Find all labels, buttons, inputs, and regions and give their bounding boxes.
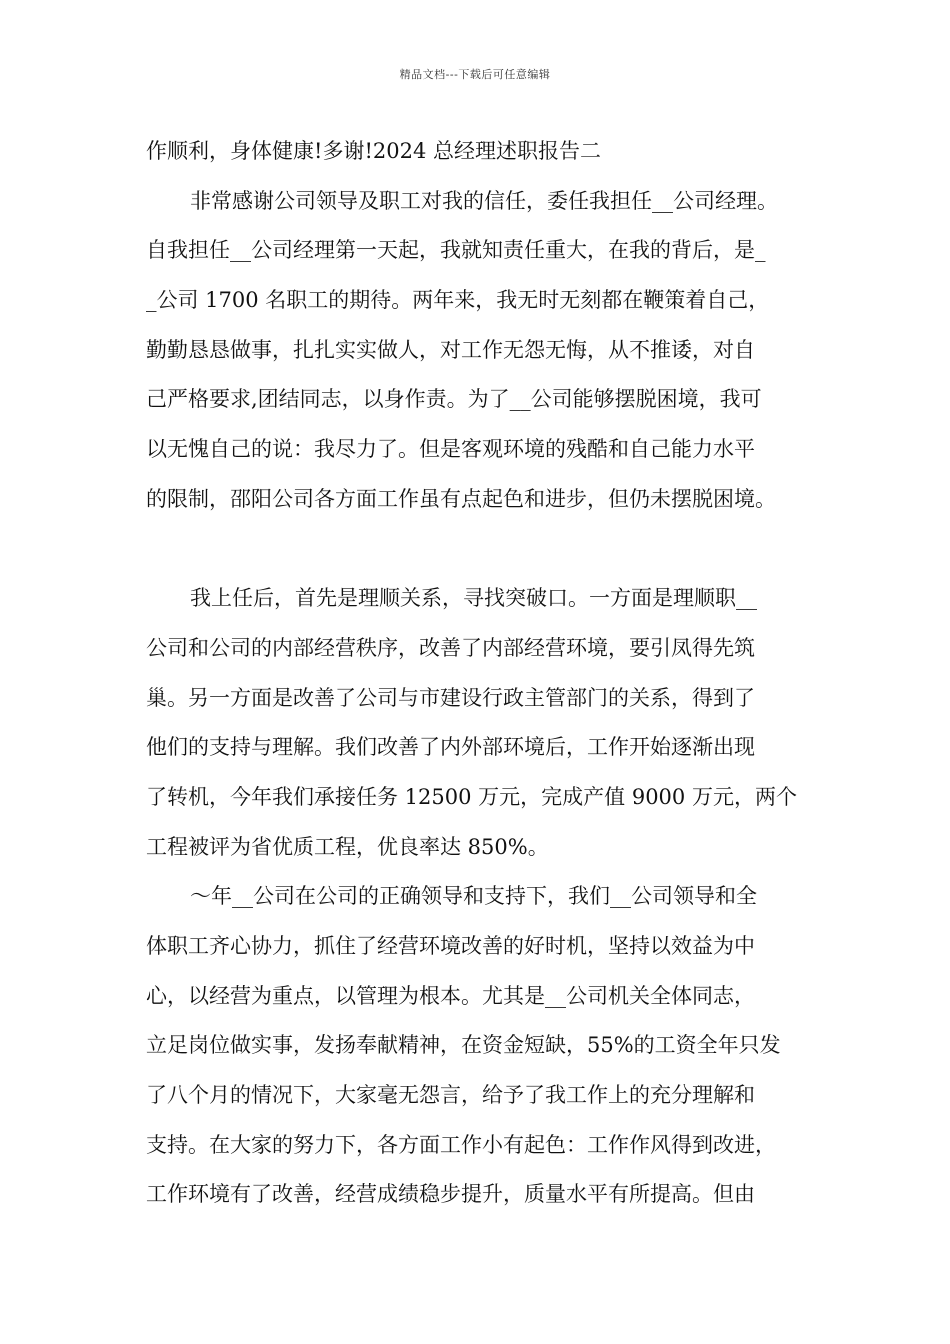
text-line: 的限制，邵阳公司各方面工作虽有点起色和进步，但仍未摆脱困境。 [146,486,776,511]
text-line: 工程被评为省优质工程，优良率达 850%。 [146,834,549,859]
text-line: 了八个月的情况下，大家毫无怨言，给予了我工作上的充分理解和 [146,1083,755,1108]
paragraph-start: 非常感谢公司领导及职工对我的信任，委任我担任__公司经理。 [190,188,778,213]
text-line: 勤勤恳恳做事，扎扎实实做人，对工作无怨无悔，从不推诿，对自 [146,337,755,362]
text-line: 立足岗位做实事，发扬奉献精神，在资金短缺，55%的工资全年只发 [146,1033,781,1058]
paragraph-start: 我上任后，首先是理顺关系，寻找突破口。一方面是理顺职__ [190,586,757,611]
text-line: 心，以经营为重点，以管理为根本。尤其是__公司机关全体同志， [146,983,755,1008]
text-line: 巢。另一方面是改善了公司与市建设行政主管部门的关系，得到了 [146,685,755,710]
text-line: 己严格要求,团结同志，以身作责。为了__公司能够摆脱困境，我可 [146,387,762,412]
text-line: 他们的支持与理解。我们改善了内外部环境后，工作开始逐渐出现 [146,735,755,760]
text-line: 作顺利，身体健康!多谢!2024 总经理述职报告二 [146,139,601,163]
text-line: 了转机，今年我们承接任务 12500 万元，完成产值 9000 万元，两个 [146,784,797,809]
text-line: _公司 1700 名职工的期待。两年来，我无时无刻都在鞭策着自己， [146,288,770,313]
text-line: 工作环境有了改善，经营成绩稳步提升，质量水平有所提高。但由 [146,1182,755,1207]
paragraph-start: ～年__公司在公司的正确领导和支持下，我们__公司领导和全 [190,884,757,909]
page-header: 精品文档---下载后可任意编辑 [399,68,551,81]
paragraph-gap [146,525,822,575]
text-line: 公司和公司的内部经营秩序，改善了内部经营环境，要引凤得先筑 [146,635,755,660]
text-line: 自我担任__公司经理第一天起，我就知责任重大，在我的背后，是_ [146,238,766,263]
text-line: 支持。在大家的努力下，各方面工作小有起色：工作作风得到改进， [146,1132,776,1157]
document-body [146,127,822,1220]
text-line: 以无愧自己的说：我尽力了。但是客观环境的残酷和自己能力水平 [146,437,755,462]
text-line: 体职工齐心协力，抓住了经营环境改善的好时机，坚持以效益为中 [146,934,755,958]
